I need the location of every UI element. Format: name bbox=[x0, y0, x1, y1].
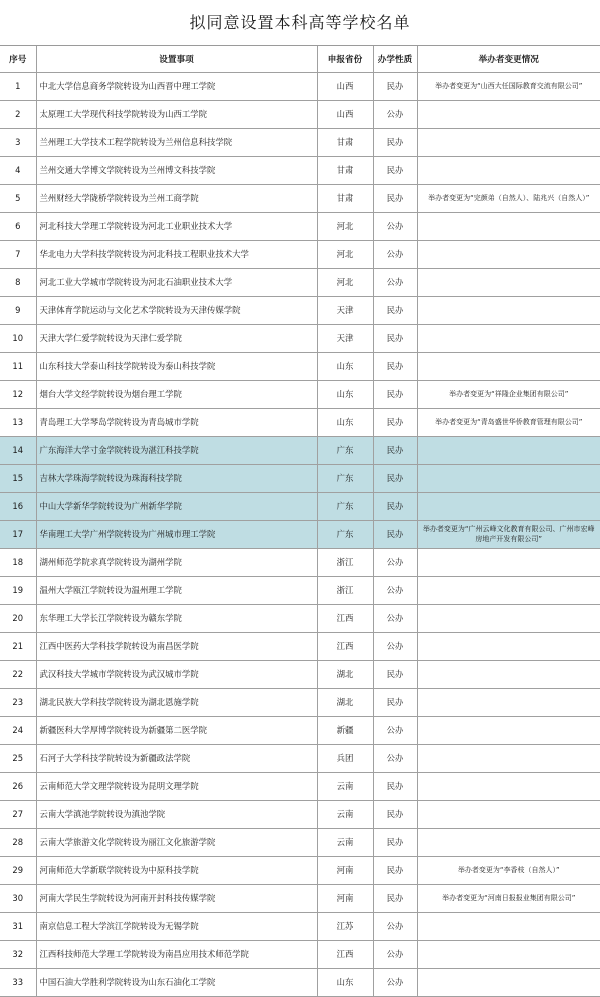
table-row bbox=[0, 773, 600, 801]
row-sponsor-change bbox=[417, 297, 600, 325]
table-row bbox=[0, 633, 600, 661]
row-sponsor-change bbox=[417, 717, 600, 745]
row-number: 3 bbox=[0, 129, 36, 157]
row-nature: 民办 bbox=[373, 493, 417, 521]
table-row bbox=[0, 185, 600, 213]
row-item: 山东科技大学泰山科技学院转设为泰山科技学院 bbox=[36, 353, 317, 381]
row-number: 21 bbox=[0, 633, 36, 661]
header-sponsor-change: 举办者变更情况 bbox=[417, 46, 600, 73]
row-nature: 公办 bbox=[373, 717, 417, 745]
table-row bbox=[0, 325, 600, 353]
row-nature: 民办 bbox=[373, 129, 417, 157]
row-province: 天津 bbox=[317, 325, 373, 353]
row-item: 青岛理工大学琴岛学院转设为青岛城市学院 bbox=[36, 409, 317, 437]
row-sponsor-change bbox=[417, 745, 600, 773]
page-title: 拟同意设置本科高等学校名单 bbox=[0, 0, 600, 46]
row-number: 30 bbox=[0, 885, 36, 913]
table-row bbox=[0, 73, 600, 101]
row-number: 33 bbox=[0, 969, 36, 997]
row-item: 河北工业大学城市学院转设为河北石油职业技术大学 bbox=[36, 269, 317, 297]
row-item: 河南大学民生学院转设为河南开封科技传媒学院 bbox=[36, 885, 317, 913]
table-row bbox=[0, 605, 600, 633]
table-row bbox=[0, 857, 600, 885]
row-number: 27 bbox=[0, 801, 36, 829]
table-row bbox=[0, 549, 600, 577]
row-nature: 公办 bbox=[373, 101, 417, 129]
table-row bbox=[0, 521, 600, 549]
row-province: 湖北 bbox=[317, 661, 373, 689]
row-nature: 民办 bbox=[373, 409, 417, 437]
row-nature: 民办 bbox=[373, 773, 417, 801]
row-province: 甘肃 bbox=[317, 185, 373, 213]
row-sponsor-change: 举办者变更为“李香枝（自然人）” bbox=[417, 857, 600, 885]
row-province: 河南 bbox=[317, 885, 373, 913]
table-row bbox=[0, 129, 600, 157]
row-item: 兰州交通大学博文学院转设为兰州博文科技学院 bbox=[36, 157, 317, 185]
row-nature: 公办 bbox=[373, 633, 417, 661]
table-row bbox=[0, 269, 600, 297]
row-number: 23 bbox=[0, 689, 36, 717]
table-row bbox=[0, 829, 600, 857]
table-row bbox=[0, 493, 600, 521]
row-number: 16 bbox=[0, 493, 36, 521]
row-item: 石河子大学科技学院转设为新疆政法学院 bbox=[36, 745, 317, 773]
table-row bbox=[0, 885, 600, 913]
row-province: 河北 bbox=[317, 241, 373, 269]
row-nature: 民办 bbox=[373, 829, 417, 857]
row-item: 天津体育学院运动与文化艺术学院转设为天津传媒学院 bbox=[36, 297, 317, 325]
row-sponsor-change bbox=[417, 325, 600, 353]
row-item: 华北电力大学科技学院转设为河北科技工程职业技术大学 bbox=[36, 241, 317, 269]
row-sponsor-change bbox=[417, 353, 600, 381]
row-nature: 民办 bbox=[373, 297, 417, 325]
row-sponsor-change bbox=[417, 801, 600, 829]
row-number: 4 bbox=[0, 157, 36, 185]
row-item: 中国石油大学胜利学院转设为山东石油化工学院 bbox=[36, 969, 317, 997]
row-sponsor-change bbox=[417, 577, 600, 605]
table-row bbox=[0, 577, 600, 605]
row-sponsor-change: 举办者变更为“山西大任国际教育交流有限公司” bbox=[417, 73, 600, 101]
row-province: 甘肃 bbox=[317, 129, 373, 157]
row-nature: 民办 bbox=[373, 325, 417, 353]
row-item: 东华理工大学长江学院转设为赣东学院 bbox=[36, 605, 317, 633]
row-number: 8 bbox=[0, 269, 36, 297]
row-province: 云南 bbox=[317, 829, 373, 857]
table-body bbox=[0, 73, 600, 997]
row-number: 29 bbox=[0, 857, 36, 885]
row-number: 15 bbox=[0, 465, 36, 493]
row-province: 河北 bbox=[317, 213, 373, 241]
row-nature: 公办 bbox=[373, 605, 417, 633]
row-province: 浙江 bbox=[317, 577, 373, 605]
row-item: 云南师范大学文理学院转设为昆明文理学院 bbox=[36, 773, 317, 801]
row-sponsor-change bbox=[417, 633, 600, 661]
row-sponsor-change bbox=[417, 913, 600, 941]
row-province: 山东 bbox=[317, 409, 373, 437]
row-nature: 民办 bbox=[373, 885, 417, 913]
row-nature: 公办 bbox=[373, 241, 417, 269]
row-sponsor-change bbox=[417, 213, 600, 241]
row-sponsor-change bbox=[417, 661, 600, 689]
row-item: 兰州财经大学陇桥学院转设为兰州工商学院 bbox=[36, 185, 317, 213]
row-province: 山西 bbox=[317, 73, 373, 101]
row-number: 20 bbox=[0, 605, 36, 633]
table-row bbox=[0, 717, 600, 745]
row-province: 天津 bbox=[317, 297, 373, 325]
row-sponsor-change bbox=[417, 773, 600, 801]
row-nature: 公办 bbox=[373, 213, 417, 241]
row-number: 10 bbox=[0, 325, 36, 353]
row-nature: 民办 bbox=[373, 381, 417, 409]
row-sponsor-change bbox=[417, 605, 600, 633]
row-number: 12 bbox=[0, 381, 36, 409]
table-row bbox=[0, 969, 600, 997]
table-row bbox=[0, 157, 600, 185]
table-row bbox=[0, 381, 600, 409]
row-sponsor-change: 举办者变更为“广州云峰文化教育有限公司、广州市宏峰房地产开发有限公司” bbox=[417, 521, 600, 549]
row-sponsor-change: 举办者变更为“青岛盛世华侨教育管理有限公司” bbox=[417, 409, 600, 437]
header-number: 序号 bbox=[0, 46, 36, 73]
row-nature: 民办 bbox=[373, 689, 417, 717]
row-province: 云南 bbox=[317, 773, 373, 801]
row-sponsor-change bbox=[417, 689, 600, 717]
row-item: 武汉科技大学城市学院转设为武汉城市学院 bbox=[36, 661, 317, 689]
row-nature: 民办 bbox=[373, 353, 417, 381]
row-number: 11 bbox=[0, 353, 36, 381]
row-province: 山东 bbox=[317, 381, 373, 409]
table-row bbox=[0, 801, 600, 829]
row-nature: 民办 bbox=[373, 801, 417, 829]
row-province: 山东 bbox=[317, 969, 373, 997]
row-sponsor-change bbox=[417, 969, 600, 997]
row-nature: 公办 bbox=[373, 745, 417, 773]
row-province: 甘肃 bbox=[317, 157, 373, 185]
row-sponsor-change: 举办者变更为“完颜弟（自然人）、陆兆兴（自然人）” bbox=[417, 185, 600, 213]
header-nature: 办学性质 bbox=[373, 46, 417, 73]
row-province: 浙江 bbox=[317, 549, 373, 577]
row-number: 6 bbox=[0, 213, 36, 241]
row-nature: 民办 bbox=[373, 465, 417, 493]
row-item: 温州大学瓯江学院转设为温州理工学院 bbox=[36, 577, 317, 605]
table-row bbox=[0, 941, 600, 969]
row-province: 广东 bbox=[317, 493, 373, 521]
row-number: 32 bbox=[0, 941, 36, 969]
row-number: 19 bbox=[0, 577, 36, 605]
row-number: 25 bbox=[0, 745, 36, 773]
school-list-table bbox=[0, 46, 600, 997]
row-province: 河北 bbox=[317, 269, 373, 297]
row-sponsor-change bbox=[417, 241, 600, 269]
row-sponsor-change bbox=[417, 437, 600, 465]
table-row bbox=[0, 437, 600, 465]
row-province: 河南 bbox=[317, 857, 373, 885]
table-row bbox=[0, 409, 600, 437]
row-nature: 民办 bbox=[373, 157, 417, 185]
row-item: 南京信息工程大学滨江学院转设为无锡学院 bbox=[36, 913, 317, 941]
row-nature: 民办 bbox=[373, 185, 417, 213]
row-item: 中北大学信息商务学院转设为山西晋中理工学院 bbox=[36, 73, 317, 101]
row-number: 9 bbox=[0, 297, 36, 325]
row-nature: 公办 bbox=[373, 577, 417, 605]
row-nature: 民办 bbox=[373, 857, 417, 885]
row-nature: 民办 bbox=[373, 437, 417, 465]
row-item: 天津大学仁爱学院转设为天津仁爱学院 bbox=[36, 325, 317, 353]
row-province: 江西 bbox=[317, 941, 373, 969]
table-row bbox=[0, 101, 600, 129]
row-item: 烟台大学文经学院转设为烟台理工学院 bbox=[36, 381, 317, 409]
row-item: 太原理工大学现代科技学院转设为山西工学院 bbox=[36, 101, 317, 129]
table-row bbox=[0, 913, 600, 941]
row-number: 31 bbox=[0, 913, 36, 941]
row-item: 云南大学滇池学院转设为滇池学院 bbox=[36, 801, 317, 829]
row-province: 江西 bbox=[317, 605, 373, 633]
row-sponsor-change bbox=[417, 549, 600, 577]
row-province: 新疆 bbox=[317, 717, 373, 745]
row-province: 兵团 bbox=[317, 745, 373, 773]
row-number: 7 bbox=[0, 241, 36, 269]
row-item: 湖州师范学院求真学院转设为湖州学院 bbox=[36, 549, 317, 577]
row-item: 中山大学新华学院转设为广州新华学院 bbox=[36, 493, 317, 521]
row-province: 广东 bbox=[317, 465, 373, 493]
row-province: 山西 bbox=[317, 101, 373, 129]
row-number: 22 bbox=[0, 661, 36, 689]
row-sponsor-change bbox=[417, 157, 600, 185]
table-row bbox=[0, 297, 600, 325]
table-row bbox=[0, 213, 600, 241]
row-province: 广东 bbox=[317, 437, 373, 465]
row-item: 兰州理工大学技术工程学院转设为兰州信息科技学院 bbox=[36, 129, 317, 157]
table-row bbox=[0, 689, 600, 717]
table-row bbox=[0, 465, 600, 493]
row-item: 江西中医药大学科技学院转设为南昌医学院 bbox=[36, 633, 317, 661]
row-number: 18 bbox=[0, 549, 36, 577]
row-item: 云南大学旅游文化学院转设为丽江文化旅游学院 bbox=[36, 829, 317, 857]
row-sponsor-change bbox=[417, 829, 600, 857]
row-province: 云南 bbox=[317, 801, 373, 829]
table-header-row bbox=[0, 46, 600, 73]
row-nature: 公办 bbox=[373, 549, 417, 577]
row-nature: 公办 bbox=[373, 969, 417, 997]
row-nature: 公办 bbox=[373, 941, 417, 969]
row-sponsor-change: 举办者变更为“河南日报报业集团有限公司” bbox=[417, 885, 600, 913]
row-item: 河北科技大学理工学院转设为河北工业职业技术大学 bbox=[36, 213, 317, 241]
row-item: 广东海洋大学寸金学院转设为湛江科技学院 bbox=[36, 437, 317, 465]
row-nature: 民办 bbox=[373, 661, 417, 689]
row-number: 17 bbox=[0, 521, 36, 549]
row-number: 14 bbox=[0, 437, 36, 465]
header-item: 设置事项 bbox=[36, 46, 317, 73]
row-item: 河南师范大学新联学院转设为中原科技学院 bbox=[36, 857, 317, 885]
row-nature: 民办 bbox=[373, 521, 417, 549]
row-province: 湖北 bbox=[317, 689, 373, 717]
row-nature: 公办 bbox=[373, 269, 417, 297]
row-sponsor-change bbox=[417, 465, 600, 493]
row-province: 山东 bbox=[317, 353, 373, 381]
row-province: 广东 bbox=[317, 521, 373, 549]
table-row bbox=[0, 745, 600, 773]
row-number: 2 bbox=[0, 101, 36, 129]
row-item: 江西科技师范大学理工学院转设为南昌应用技术师范学院 bbox=[36, 941, 317, 969]
row-sponsor-change bbox=[417, 269, 600, 297]
table-row bbox=[0, 353, 600, 381]
row-number: 24 bbox=[0, 717, 36, 745]
row-sponsor-change bbox=[417, 101, 600, 129]
row-nature: 公办 bbox=[373, 913, 417, 941]
row-number: 1 bbox=[0, 73, 36, 101]
row-province: 江西 bbox=[317, 633, 373, 661]
row-item: 新疆医科大学厚博学院转设为新疆第二医学院 bbox=[36, 717, 317, 745]
row-number: 26 bbox=[0, 773, 36, 801]
row-number: 13 bbox=[0, 409, 36, 437]
table-row bbox=[0, 661, 600, 689]
header-province: 申报省份 bbox=[317, 46, 373, 73]
row-sponsor-change: 举办者变更为“祥隆企业集团有限公司” bbox=[417, 381, 600, 409]
row-number: 5 bbox=[0, 185, 36, 213]
row-sponsor-change bbox=[417, 129, 600, 157]
row-nature: 民办 bbox=[373, 73, 417, 101]
row-number: 28 bbox=[0, 829, 36, 857]
table-row bbox=[0, 241, 600, 269]
row-sponsor-change bbox=[417, 493, 600, 521]
row-province: 江苏 bbox=[317, 913, 373, 941]
row-item: 湖北民族大学科技学院转设为湖北恩施学院 bbox=[36, 689, 317, 717]
row-sponsor-change bbox=[417, 941, 600, 969]
row-item: 吉林大学珠海学院转设为珠海科技学院 bbox=[36, 465, 317, 493]
row-item: 华南理工大学广州学院转设为广州城市理工学院 bbox=[36, 521, 317, 549]
